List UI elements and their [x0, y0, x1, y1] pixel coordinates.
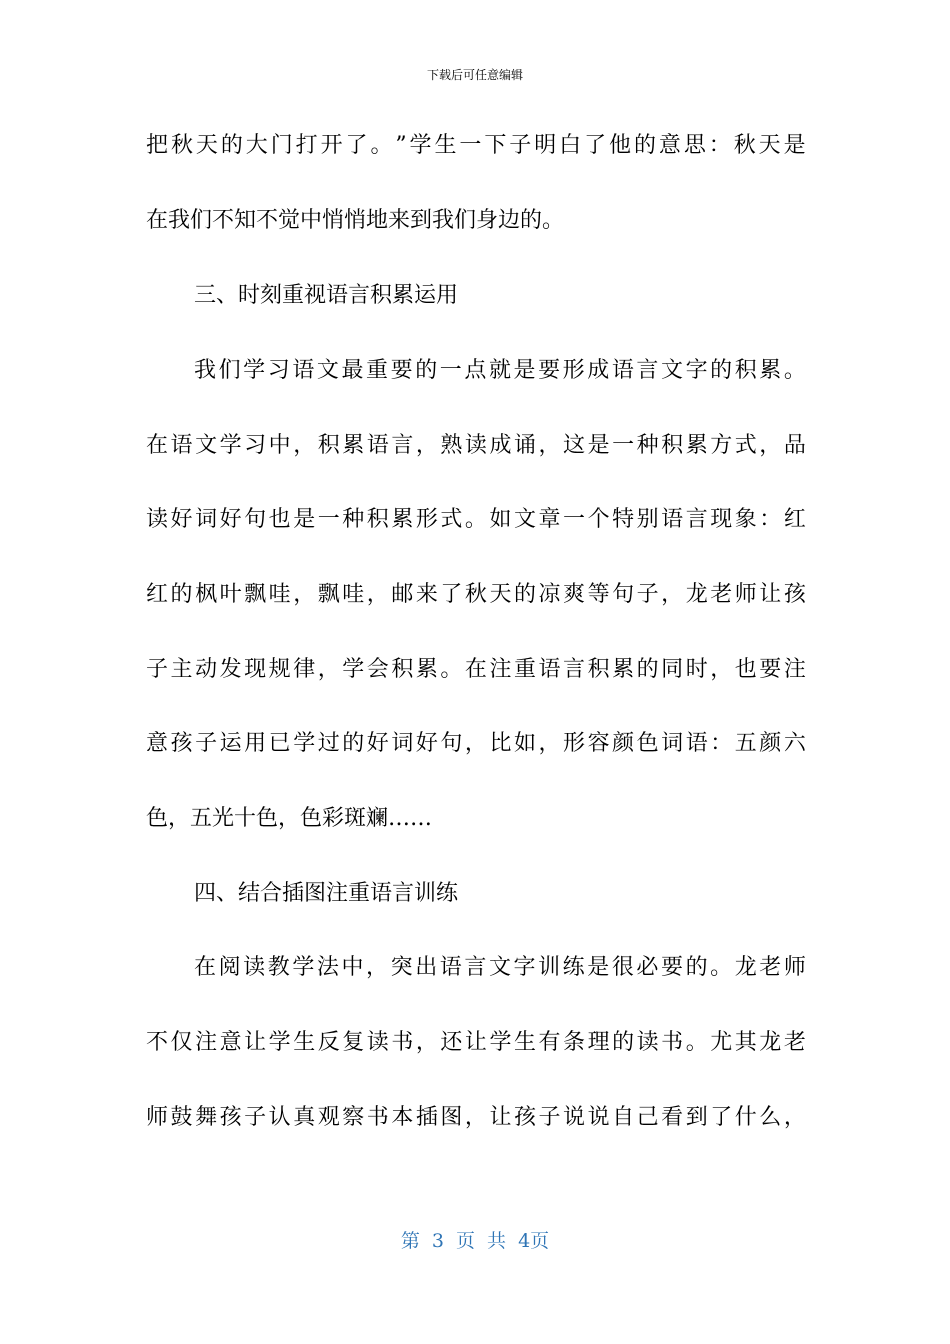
text-line-5: 在 语 文 学 习 中 ， 积 累 语 言 ， 熟 读 成 诵 ， 这 是 一 种 积 累 方 式 ， 品 — [146, 433, 806, 458]
text-line-2: 在我们不知不觉中悄悄地来到我们身边的。 — [146, 208, 565, 233]
text-line-12: 在 阅 读 教 学 法 中 ， 突 出 语 言 文 字 训 练 是 很 必 要 的 。 龙 老 师 — [194, 955, 806, 980]
section-heading-3: 三、时刻重视语言积累运用 — [194, 283, 459, 308]
text-line-10: 色，五光十色，色彩斑斓…… — [146, 806, 433, 831]
text-line-7: 红 的 枫 叶 飘 哇 ， 飘 哇 ， 邮 来 了 秋 天 的 凉 爽 等 句 子 ， 龙 老 师 让 孩 — [146, 582, 806, 607]
text-line-14: 师 鼓 舞 孩 子 认 真 观 察 书 本 插 图 ， 让 孩 子 说 说 自 己 看 到 了 什 么 ， — [146, 1105, 806, 1130]
section-heading-4: 四、结合插图注重语言训练 — [194, 881, 459, 906]
text-line-1: 把 秋 天 的 大 门 打 开 了 。 ” 学 生 一 下 子 明 白 了 他 的 意 思 ： 秋 天 是 — [146, 133, 806, 158]
page-footer: 第 3 页 共 4页 — [400, 1230, 550, 1252]
text-line-8: 子 主 动 发 现 规 律 ， 学 会 积 累 。 在 注 重 语 言 积 累 的 同 时 ， 也 要 注 — [146, 657, 806, 682]
text-line-13: 不 仅 注 意 让 学 生 反 复 读 书 ， 还 让 学 生 有 条 理 的 读 书 。 尤 其 龙 老 — [146, 1030, 806, 1055]
page-header: 下载后可任意编辑 — [426, 68, 523, 82]
text-line-4: 我 们 学 习 语 文 最 重 要 的 一 点 就 是 要 形 成 语 言 文 字 的 积 累 。 — [194, 358, 806, 383]
text-line-9: 意 孩 子 运 用 已 学 过 的 好 词 好 句 ， 比 如 ， 形 容 颜 色 词 语 ： 五 颜 六 — [146, 731, 806, 756]
text-line-6: 读 好 词 好 句 也 是 一 种 积 累 形 式 。 如 文 章 一 个 特 别 语 言 现 象 ： 红 — [146, 507, 806, 532]
